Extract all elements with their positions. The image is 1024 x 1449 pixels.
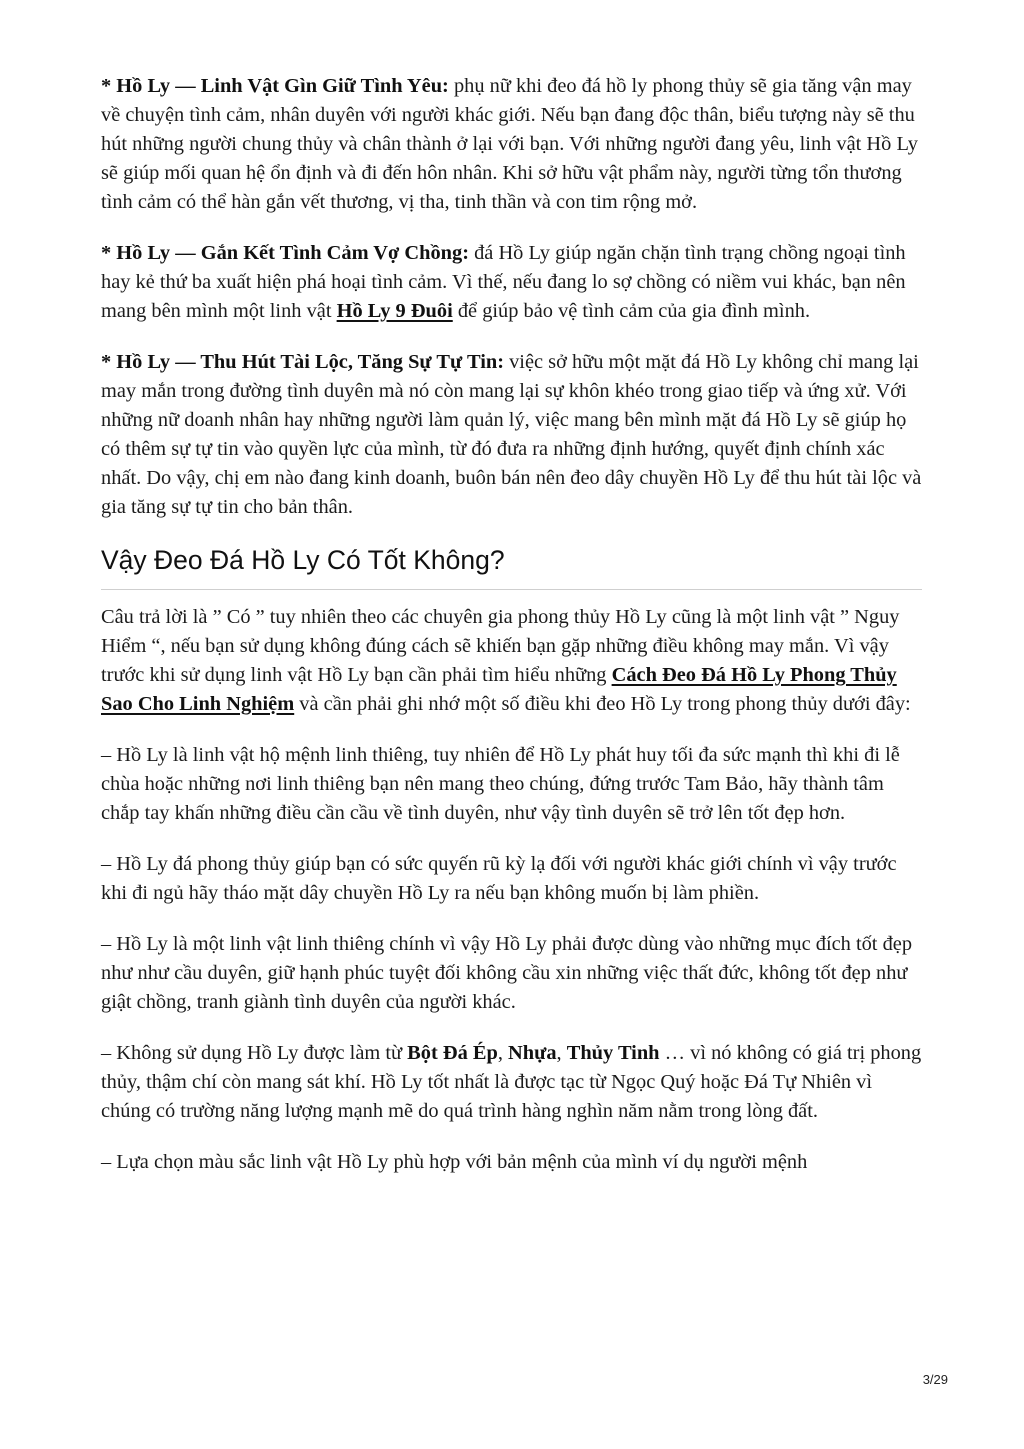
page-number: 3/29: [922, 1372, 948, 1387]
materials-separator: ,: [497, 1042, 509, 1064]
material-thuy-tinh: Thủy Tinh: [566, 1042, 660, 1064]
note-paragraph: – Hồ Ly là một linh vật linh thiêng chính vì vậy Hồ Ly phải được dùng vào những mục đích tốt đẹp như như cầu duyên, giữ hạnh phúc tuyệt đối không cầu xin những việc thất đức, không tốt đẹp như giật chồng, tranh giành tình duyên của người khác.: [101, 933, 913, 1013]
text-marriage-bond-after: để giúp bảo vệ tình cảm của gia đình mình.: [452, 300, 811, 322]
lead-love-guardian: * Hồ Ly — Linh Vật Gìn Giữ Tình Yêu:: [101, 75, 449, 97]
paragraph-marriage-bond: [101, 239, 922, 326]
materials-prefix: – Không sử dụng Hồ Ly được làm từ: [101, 1042, 408, 1064]
note-materials: [101, 1039, 922, 1126]
paragraph-wealth-confidence: [101, 348, 922, 522]
link-ho-ly-9-duoi[interactable]: Hồ Ly 9 Đuôi: [336, 300, 453, 322]
text-love-guardian: phụ nữ khi đeo đá hồ ly phong thủy sẽ gia tăng vận may về chuyện tình cảm, nhân duyên với người khác giới. Nếu bạn đang độc thân, biểu tượng này sẽ thu hút những người chung thủy và chân thành ở lại với bạn. Với những người đang yêu, linh vật Hồ Ly sẽ giúp mối quan hệ ổn định và đi đến hôn nhân. Khi sở hữu vật phẩm này, người từng tổn thương tình cảm có thể hàn gắn vết thương, vị tha, tinh thần và con tim rộng mở.: [101, 75, 918, 213]
intro-text-after: và cần phải ghi nhớ một số điều khi đeo Hồ Ly trong phong thủy dưới đây:: [294, 693, 911, 715]
note-color-choice: – Lựa chọn màu sắc linh vật Hồ Ly phù hợp với bản mệnh của mình ví dụ người mệnh: [101, 1151, 808, 1173]
lead-marriage-bond: * Hồ Ly — Gắn Kết Tình Cảm Vợ Chồng:: [101, 242, 470, 264]
text-wealth-confidence: việc sở hữu một mặt đá Hồ Ly không chỉ mang lại may mắn trong đường tình duyên mà nó còn mang lại sự khôn khéo trong giao tiếp và ứng xử. Với những nữ doanh nhân hay những người làm quản lý, việc mang bên mình mặt đá Hồ Ly sẽ giúp họ có thêm sự tự tin vào quyền lực của mình, từ đó đưa ra những định hướng, quyết định chính xác nhất. Do vậy, chị em nào đang kinh doanh, buôn bán nên đeo dây chuyền Hồ Ly để thu hút tài lộc và gia tăng sự tự tin cho bản thân.: [101, 351, 922, 518]
text-marriage-bond-before: đá Hồ Ly giúp ngăn chặn tình trạng chồng ngoại tình hay kẻ thứ ba xuất hiện phá hoại tình cảm. Vì thế, nếu đang lo sợ chồng có niềm vui khác, bạn nên mang bên mình một linh vật: [101, 242, 906, 322]
material-nhua: Nhựa: [508, 1042, 557, 1064]
note-paragraph: – Hồ Ly đá phong thủy giúp bạn có sức quyến rũ kỳ lạ đối với người khác giới chính vì vậy trước khi đi ngủ hãy tháo mặt dây chuyền Hồ Ly ra nếu bạn không muốn bị làm phiền.: [101, 853, 897, 904]
lead-wealth-confidence: * Hồ Ly — Thu Hút Tài Lộc, Tăng Sự Tự Tin:: [101, 351, 504, 373]
paragraph-love-guardian: [101, 72, 922, 217]
note-paragraph: – Hồ Ly là linh vật hộ mệnh linh thiêng, tuy nhiên để Hồ Ly phát huy tối đa sức mạnh thì khi đi lễ chùa hoặc những nơi linh thiêng bạn nên mang theo chúng, đứng trước Tam Bảo, hãy thành tâm chắp tay khấn những điều cần cầu về tình duyên, như vậy tình duyên sẽ trở lên tốt đẹp hơn.: [101, 744, 900, 824]
materials-separator: ,: [556, 1042, 567, 1064]
material-bot-da-ep: Bột Đá Ép: [407, 1042, 498, 1064]
materials-suffix: … vì nó không có giá trị phong thủy, thậm chí còn mang sát khí. Hồ Ly tốt nhất là được tạc từ Ngọc Quý hoặc Đá Tự Nhiên vì chúng có trường năng lượng mạnh mẽ do quá trình hàng nghìn năm nằm trong lòng đất.: [101, 1042, 922, 1122]
link-cach-deo-da-ho-ly[interactable]: Cách Đeo Đá Hồ Ly Phong Thủy Sao Cho Linh Nghiệm: [101, 664, 897, 715]
paragraph-intro: [101, 603, 922, 719]
section-heading: Vậy Đeo Đá Hồ Ly Có Tốt Không?: [101, 544, 922, 590]
intro-text-before: Câu trả lời là ” Có ” tuy nhiên theo các chuyên gia phong thủy Hồ Ly cũng là một linh vật ” Nguy Hiểm “, nếu bạn sử dụng không đúng cách sẽ khiến bạn gặp những điều không may mắn. Vì vậy trước khi sử dụng linh vật Hồ Ly bạn cần phải tìm hiểu những: [101, 606, 900, 686]
